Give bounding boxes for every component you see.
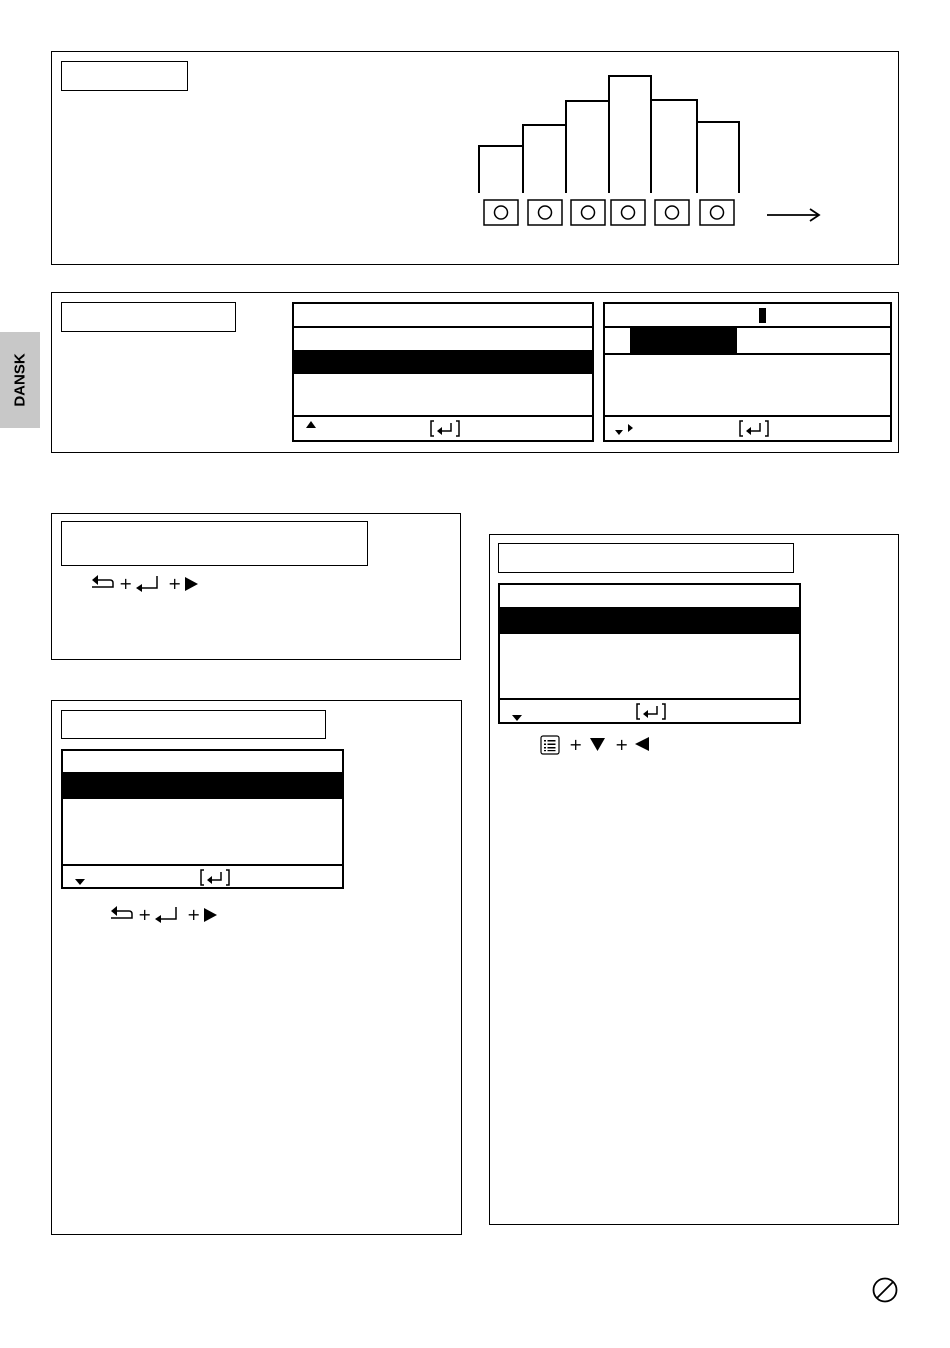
enter-arrow-icon <box>739 419 769 439</box>
lcd-divider <box>605 353 890 355</box>
enter-arrow-icon <box>636 702 666 722</box>
lcd-selected-field <box>630 328 737 353</box>
stepped-bar-diagram <box>0 0 950 300</box>
triangle-up-icon <box>306 421 316 429</box>
prohibited-icon <box>872 1277 900 1305</box>
triangle-down-icon <box>590 738 605 751</box>
lcd-field-separator <box>630 328 632 353</box>
lcd-divider <box>63 864 342 866</box>
panel-menu-sequence-right-title-box <box>498 543 794 573</box>
indicator-circle-icon <box>622 206 635 219</box>
triangle-down-icon <box>75 879 85 886</box>
lcd-screen-list-right <box>498 583 801 724</box>
triangle-right-icon <box>204 908 218 922</box>
list-menu-icon <box>540 735 560 755</box>
return-arrow-icon <box>88 573 116 593</box>
indicator-circle-icon <box>539 206 552 219</box>
lcd-divider <box>294 326 592 328</box>
key-sequence-back-enter-right <box>107 904 237 926</box>
triangle-down-right-icon <box>615 422 635 438</box>
key-sequence-back-enter-right <box>88 573 218 595</box>
indicator-circle-icon <box>711 206 724 219</box>
indicator-circle-icon <box>666 206 679 219</box>
plus-sign: + <box>187 905 201 924</box>
lcd-divider <box>294 415 592 417</box>
key-sequence-menu-down-left <box>540 734 660 756</box>
direction-arrow-icon <box>767 209 819 221</box>
language-label: DANSK <box>11 353 29 407</box>
return-arrow-icon <box>107 904 135 924</box>
plus-sign: + <box>615 735 629 754</box>
plus-sign: + <box>119 574 133 593</box>
lcd-selected-row <box>63 774 342 799</box>
lcd-screen-list-left <box>61 749 344 889</box>
panel-display-screens-title-box <box>61 302 236 332</box>
enter-arrow-icon <box>430 419 460 439</box>
indicator-circle-icon <box>582 206 595 219</box>
triangle-left-icon <box>635 737 649 751</box>
plus-sign: + <box>168 574 182 593</box>
enter-arrow-icon <box>153 906 179 926</box>
plus-sign: + <box>569 735 583 754</box>
lcd-selected-row <box>500 609 799 634</box>
enter-arrow-icon <box>200 868 230 888</box>
indicator-circle-icon <box>495 206 508 219</box>
lcd-selected-row <box>294 350 592 374</box>
panel-key-sequence-title-box <box>61 521 368 566</box>
lcd-divider <box>500 698 799 700</box>
triangle-right-icon <box>185 577 199 591</box>
lcd-screen-edit <box>603 302 892 442</box>
enter-arrow-icon <box>134 575 160 595</box>
triangle-down-icon <box>512 715 522 722</box>
lcd-cursor-block <box>759 308 766 323</box>
panel-menu-sequence-left-title-box <box>61 710 326 739</box>
plus-sign: + <box>138 905 152 924</box>
lcd-divider <box>605 415 890 417</box>
language-side-tab <box>0 332 40 428</box>
lcd-screen-menu <box>292 302 594 442</box>
